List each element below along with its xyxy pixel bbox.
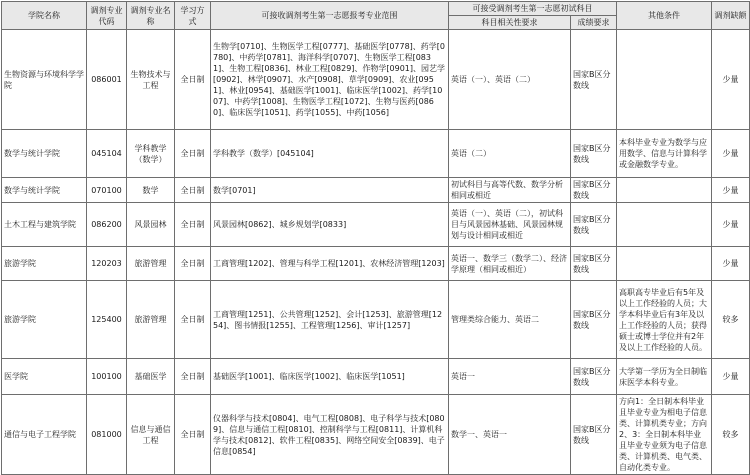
cell-range: 学科教学（数学）[045104] — [211, 130, 449, 178]
cell-subjects: 数学一、英语一 — [449, 395, 571, 475]
cell-quota: 少量 — [712, 203, 750, 247]
cell-subjects: 初试科目与高等代数、数学分析相同或相近 — [449, 178, 571, 203]
cell-major: 旅游管理 — [127, 247, 175, 281]
cell-major: 基础医学 — [127, 359, 175, 395]
cell-college: 数学与统计学院 — [2, 178, 87, 203]
cell-score: 国家B区分数线 — [571, 30, 617, 130]
header-mode: 学习方式 — [175, 2, 211, 30]
cell-quota: 少量 — [712, 130, 750, 178]
cell-range: 风景园林[0862]、城乡规划学[0833] — [211, 203, 449, 247]
cell-major: 旅游管理 — [127, 281, 175, 359]
cell-college: 数学与统计学院 — [2, 130, 87, 178]
cell-code: 125400 — [87, 281, 127, 359]
cell-major: 生物技术与工程 — [127, 30, 175, 130]
cell-major: 风景园林 — [127, 203, 175, 247]
cell-quota: 少量 — [712, 178, 750, 203]
table-row — [2, 178, 750, 203]
cell-other — [617, 203, 712, 247]
cell-code: 100100 — [87, 359, 127, 395]
cell-code: 045104 — [87, 130, 127, 178]
cell-mode: 全日制 — [175, 130, 211, 178]
cell-mode: 全日制 — [175, 203, 211, 247]
header-range: 可接收调剂考生第一志愿报考专业范围 — [211, 2, 449, 30]
cell-subjects: 英语（一）、英语（二），初试科目与风景园林基础、风景园林规划与设计相同或相近 — [449, 203, 571, 247]
cell-subjects: 英语一 — [449, 359, 571, 395]
table-row — [2, 395, 750, 475]
cell-mode: 全日制 — [175, 30, 211, 130]
table-row — [2, 247, 750, 281]
table-row — [2, 130, 750, 178]
cell-quota: 较多 — [712, 281, 750, 359]
cell-college: 生物资源与环境科学学院 — [2, 30, 87, 130]
adjustment-table — [1, 1, 750, 475]
cell-subjects: 英语（一）、英语（二） — [449, 30, 571, 130]
cell-mode: 全日制 — [175, 395, 211, 475]
cell-code: 086001 — [87, 30, 127, 130]
cell-range: 工商管理[1202]、管理与科学工程[1201]、农林经济管理[1203] — [211, 247, 449, 281]
cell-mode: 全日制 — [175, 281, 211, 359]
cell-other: 本科毕业专业为数学与应用数学、信息与计算科学或金融数学专业。 — [617, 130, 712, 178]
header-exam-group: 可接受调剂考生第一志愿初试科目 — [449, 2, 617, 16]
cell-major: 学科教学（数学） — [127, 130, 175, 178]
cell-range: 仪器科学与技术[0804]、电气工程[0808]、电子科学与技术[0809]、信息与通信工程[0810]、控制科学与工程[0811]、计算机科学与技术[0812]、软件工程[0835]、网络空间安全[0839]、电子信息[0854] — [211, 395, 449, 475]
cell-other — [617, 30, 712, 130]
cell-score: 国家B区分数线 — [571, 281, 617, 359]
header-college: 学院名称 — [2, 2, 87, 30]
cell-college: 通信与电子工程学院 — [2, 395, 87, 475]
cell-range: 基础医学[1001]、临床医学[1002]、临床医学[1051] — [211, 359, 449, 395]
header-code: 调剂专业代码 — [87, 2, 127, 30]
cell-subjects: 管理类综合能力、英语二 — [449, 281, 571, 359]
cell-college: 医学院 — [2, 359, 87, 395]
cell-major: 信息与通信工程 — [127, 395, 175, 475]
table-row — [2, 359, 750, 395]
cell-score: 国家B区分数线 — [571, 130, 617, 178]
cell-subjects: 英语（二） — [449, 130, 571, 178]
cell-other — [617, 247, 712, 281]
cell-other: 高职高专毕业后有5年及以上工作经验的人员；大学本科毕业后有3年及以上工作经验的人员；获得硕士或博士学位并有2年及以上工作经验的人员。 — [617, 281, 712, 359]
cell-score: 国家B区分数线 — [571, 359, 617, 395]
cell-other: 方向1：全日制本科毕业且毕业专业为相电子信息类、计算机类专业；方向2、3：全日制本科毕业且毕业专业须为电子信息类、计算机类、电气类、自动化类专业。 — [617, 395, 712, 475]
table-row — [2, 281, 750, 359]
header-major: 调剂专业名称 — [127, 2, 175, 30]
cell-code: 070100 — [87, 178, 127, 203]
cell-quota: 少量 — [712, 359, 750, 395]
cell-code: 081000 — [87, 395, 127, 475]
cell-subjects: 英语一、数学三（数学二）、经济学原理（相同或相近） — [449, 247, 571, 281]
cell-mode: 全日制 — [175, 247, 211, 281]
cell-score: 国家B区分数线 — [571, 178, 617, 203]
header-other: 其他条件 — [617, 2, 712, 30]
header-score: 成绩要求 — [571, 16, 617, 30]
cell-major: 数学 — [127, 178, 175, 203]
cell-quota: 较多 — [712, 395, 750, 475]
cell-score: 国家B区分数线 — [571, 395, 617, 475]
cell-other — [617, 178, 712, 203]
cell-range: 工商管理[1251]、公共管理[1252]、会计[1253]、旅游管理[1254]、图书情报[1255]、工程管理[1256]、审计[1257] — [211, 281, 449, 359]
cell-score: 国家B区分数线 — [571, 247, 617, 281]
header-quota: 调剂缺额 — [712, 2, 750, 30]
cell-quota: 少量 — [712, 247, 750, 281]
cell-code: 120203 — [87, 247, 127, 281]
table-row — [2, 203, 750, 247]
cell-mode: 全日制 — [175, 178, 211, 203]
cell-college: 旅游学院 — [2, 281, 87, 359]
cell-other: 大学第一学历为全日制临床医学本科专业。 — [617, 359, 712, 395]
header-subjects: 科目相关性要求 — [449, 16, 571, 30]
cell-college: 土木工程与建筑学院 — [2, 203, 87, 247]
cell-code: 086200 — [87, 203, 127, 247]
cell-range: 数学[0701] — [211, 178, 449, 203]
table-row — [2, 30, 750, 130]
cell-mode: 全日制 — [175, 359, 211, 395]
cell-college: 旅游学院 — [2, 247, 87, 281]
cell-range: 生物学[0710]、生物医学工程[0777]、基础医学[0778]、药学[0780]、中药学[0781]、海洋科学[0707]、生物医学工程[0831]、生物工程[0836]、林业工程[0829]、作物学[0901]、园艺学[0902]、林学[0907]、水产[0908]、草学[0909]、农业[0951]、林业[0954]、基础医学[1001]、临床医学[1002]、药学[1007]、中药学[1008]、生物医学工程[1072]、生物与医药[0860]、临床医学[1051]、药学[1055]、中药[1056] — [211, 30, 449, 130]
cell-quota: 少量 — [712, 30, 750, 130]
cell-score: 国家B区分数线 — [571, 203, 617, 247]
